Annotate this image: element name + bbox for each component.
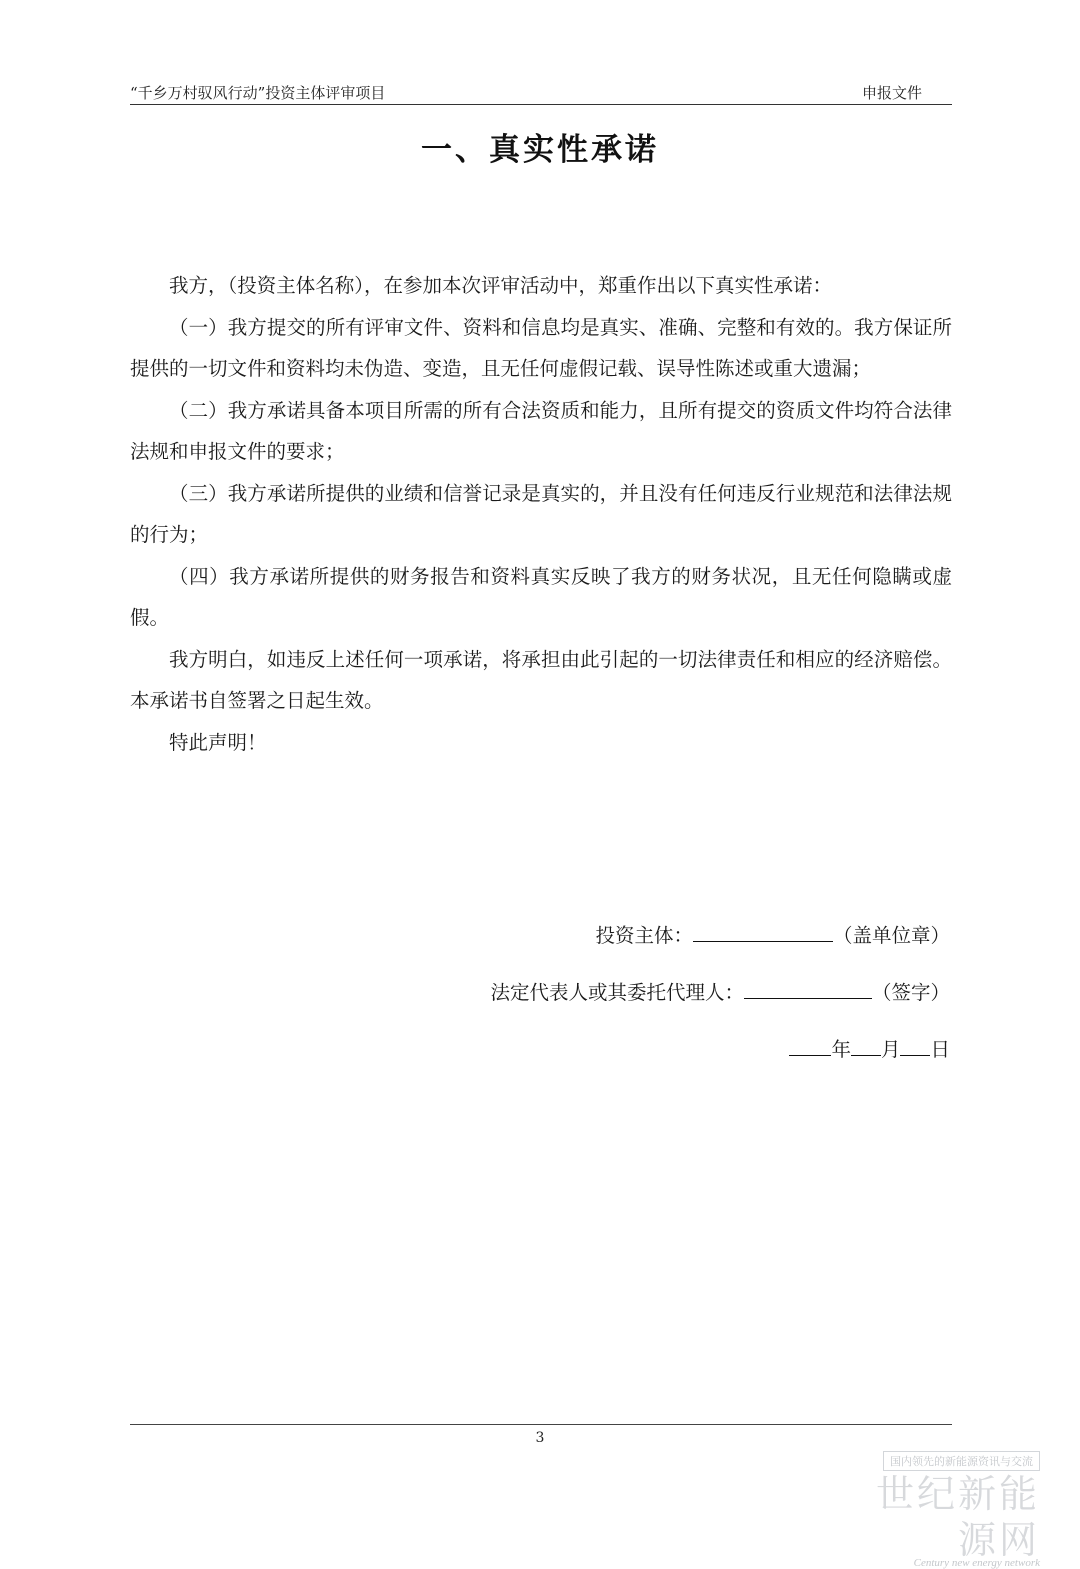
- signature-representative-line: [490, 977, 950, 1005]
- paragraph-item-4: （四）我方承诺所提供的财务报告和资料真实反映了我方的财务状况，且无任何隐瞒或虚假。: [130, 564, 952, 629]
- investor-blank[interactable]: [693, 923, 833, 942]
- commitment-body: [130, 265, 952, 763]
- paragraph-item-1: （一）我方提交的所有评审文件、资料和信息均是真实、准确、完整和有效的。我方保证所提供的一切文件和资料均未伪造、变造，且无任何虚假记载、误导性陈述或重大遗漏；: [130, 315, 952, 380]
- paragraph-item-3: （三）我方承诺所提供的业绩和信誉记录是真实的，并且没有任何违反行业规范和法律法规的行为；: [130, 481, 952, 546]
- page-number: 3: [535, 1430, 545, 1446]
- header-project-title: “千乡万村驭风行动”投资主体评审项目: [130, 84, 386, 102]
- footer-divider: [130, 1424, 952, 1425]
- signature-date-line: [789, 1034, 950, 1062]
- day-label: 日: [930, 1038, 950, 1061]
- month-blank[interactable]: [851, 1037, 881, 1056]
- investor-note: （盖单位章）: [832, 924, 950, 947]
- paragraph-item-2: （二）我方承诺具备本项目所需的所有合法资质和能力，且所有提交的资质文件均符合法律法规和申报文件的要求；: [130, 398, 952, 463]
- watermark-tagline: 国内领先的新能源资讯与交流: [883, 1451, 1040, 1471]
- investor-label: 投资主体：: [595, 924, 693, 947]
- watermark-logo-text: 世纪新能源网: [875, 1472, 1040, 1562]
- watermark-english: Century new energy network: [913, 1557, 1040, 1569]
- header-doc-type: 申报文件: [861, 84, 922, 102]
- watermark: [840, 1450, 1040, 1569]
- page-header: [130, 80, 952, 105]
- paragraph-declaration: 特此声明！: [169, 730, 267, 754]
- paragraph-intro: 我方，（投资主体名称），在参加本次评审活动中，郑重作出以下真实性承诺：: [169, 274, 833, 297]
- page-title: 一、真实性承诺: [421, 132, 659, 168]
- year-blank[interactable]: [789, 1037, 831, 1056]
- paragraph-liability: 我方明白，如违反上述任何一项承诺，将承担由此引起的一切法律责任和相应的经济赔偿。本承诺书自签署之日起生效。: [130, 647, 952, 712]
- year-label: 年: [831, 1038, 851, 1061]
- representative-label: 法定代表人或其委托代理人：: [490, 981, 744, 1004]
- representative-note: （签字）: [871, 981, 950, 1004]
- day-blank[interactable]: [900, 1037, 930, 1056]
- signature-investor-line: [595, 920, 950, 948]
- representative-blank[interactable]: [744, 980, 872, 999]
- month-label: 月: [880, 1038, 901, 1061]
